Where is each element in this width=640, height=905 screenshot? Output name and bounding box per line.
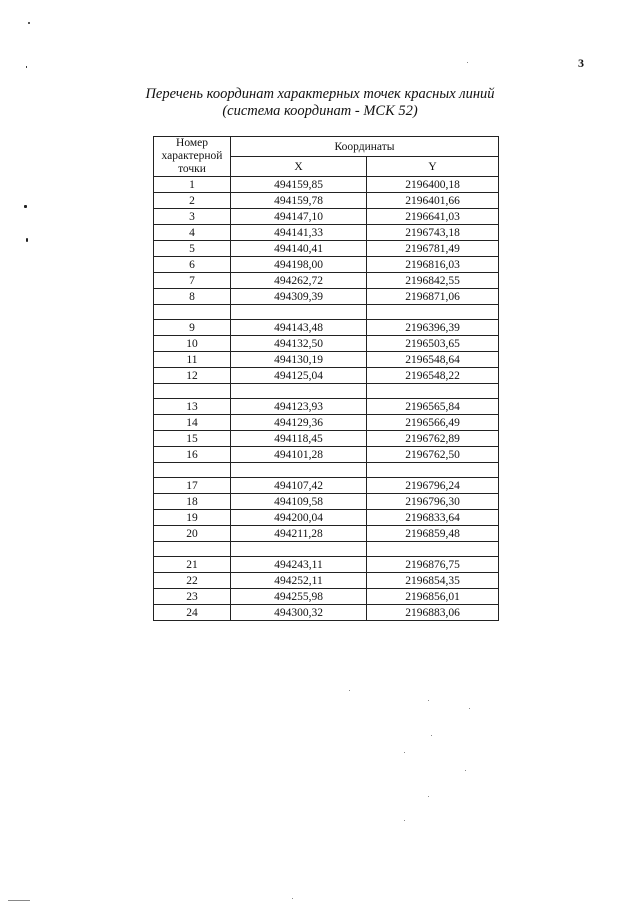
cell-point-number: 22 (154, 573, 231, 589)
table-spacer-row (154, 542, 499, 557)
table-row (154, 289, 499, 305)
scan-dot (404, 752, 405, 753)
cell-point-number: 5 (154, 241, 231, 257)
cell-y: 2196876,75 (367, 557, 499, 573)
title-line-1: Перечень координат характерных точек красных линий (145, 86, 495, 102)
table-row (154, 320, 499, 336)
table-row (154, 415, 499, 431)
scan-speck (26, 238, 28, 242)
cell-point-number: 10 (154, 336, 231, 352)
header-x: X (231, 157, 367, 177)
empty-cell (367, 384, 499, 399)
empty-cell (154, 305, 231, 320)
table-row (154, 177, 499, 193)
cell-y: 2196503,65 (367, 336, 499, 352)
cell-point-number: 7 (154, 273, 231, 289)
cell-x: 494147,10 (231, 209, 367, 225)
table-row (154, 241, 499, 257)
cell-y: 2196796,24 (367, 478, 499, 494)
scan-speck (26, 66, 27, 68)
cell-x: 494107,42 (231, 478, 367, 494)
cell-y: 2196781,49 (367, 241, 499, 257)
table-row (154, 336, 499, 352)
cell-point-number: 15 (154, 431, 231, 447)
title-line-2: (система координат - МСК 52) (222, 103, 418, 119)
page-number: 3 (578, 56, 584, 70)
table-row (154, 352, 499, 368)
scan-dot (465, 770, 466, 771)
cell-x: 494143,48 (231, 320, 367, 336)
cell-x: 494262,72 (231, 273, 367, 289)
table-row (154, 225, 499, 241)
cell-point-number: 3 (154, 209, 231, 225)
cell-y: 2196565,84 (367, 399, 499, 415)
cell-point-number: 12 (154, 368, 231, 384)
cell-x: 494109,58 (231, 494, 367, 510)
cell-point-number: 21 (154, 557, 231, 573)
header-y: Y (367, 157, 499, 177)
cell-x: 494129,36 (231, 415, 367, 431)
cell-x: 494252,11 (231, 573, 367, 589)
cell-point-number: 24 (154, 605, 231, 621)
cell-y: 2196871,06 (367, 289, 499, 305)
cell-point-number: 20 (154, 526, 231, 542)
cell-x: 494123,93 (231, 399, 367, 415)
table-row (154, 526, 499, 542)
cell-x: 494255,98 (231, 589, 367, 605)
scan-dot (467, 62, 468, 63)
table-row (154, 589, 499, 605)
table-row (154, 510, 499, 526)
cell-point-number: 2 (154, 193, 231, 209)
cell-point-number: 6 (154, 257, 231, 273)
cell-point-number: 1 (154, 177, 231, 193)
cell-point-number: 16 (154, 447, 231, 463)
cell-x: 494141,33 (231, 225, 367, 241)
cell-y: 2196796,30 (367, 494, 499, 510)
cell-y: 2196854,35 (367, 573, 499, 589)
table-row (154, 478, 499, 494)
empty-cell (367, 463, 499, 478)
scan-dot (404, 820, 405, 821)
cell-y: 2196816,03 (367, 257, 499, 273)
cell-x: 494140,41 (231, 241, 367, 257)
cell-point-number: 19 (154, 510, 231, 526)
cell-x: 494132,50 (231, 336, 367, 352)
empty-cell (154, 384, 231, 399)
cell-point-number: 17 (154, 478, 231, 494)
cell-y: 2196743,18 (367, 225, 499, 241)
table-row (154, 257, 499, 273)
cell-x: 494198,00 (231, 257, 367, 273)
cell-y: 2196396,39 (367, 320, 499, 336)
table-row (154, 368, 499, 384)
coordinates-table (153, 136, 499, 621)
cell-y: 2196641,03 (367, 209, 499, 225)
cell-y: 2196842,55 (367, 273, 499, 289)
table-row (154, 605, 499, 621)
table-body (154, 177, 499, 621)
cell-y: 2196856,01 (367, 589, 499, 605)
table-row (154, 557, 499, 573)
scan-dot (469, 708, 470, 709)
table-spacer-row (154, 463, 499, 478)
cell-x: 494243,11 (231, 557, 367, 573)
cell-point-number: 18 (154, 494, 231, 510)
cell-y: 2196548,64 (367, 352, 499, 368)
scan-dot (349, 690, 350, 691)
cell-y: 2196833,64 (367, 510, 499, 526)
cell-y: 2196883,06 (367, 605, 499, 621)
table-row (154, 447, 499, 463)
cell-x: 494309,39 (231, 289, 367, 305)
empty-cell (231, 384, 367, 399)
scan-speck (28, 22, 30, 24)
cell-y: 2196762,50 (367, 447, 499, 463)
header-coordinates: Координаты (231, 137, 499, 157)
table-row (154, 193, 499, 209)
scan-dot (428, 796, 429, 797)
cell-y: 2196762,89 (367, 431, 499, 447)
empty-cell (154, 463, 231, 478)
table-spacer-row (154, 305, 499, 320)
cell-x: 494200,04 (231, 510, 367, 526)
cell-y: 2196400,18 (367, 177, 499, 193)
cell-x: 494159,78 (231, 193, 367, 209)
table-row (154, 399, 499, 415)
cell-y: 2196548,22 (367, 368, 499, 384)
table-row (154, 573, 499, 589)
table-spacer-row (154, 384, 499, 399)
cell-point-number: 14 (154, 415, 231, 431)
cell-x: 494300,32 (231, 605, 367, 621)
cell-point-number: 4 (154, 225, 231, 241)
table-row (154, 494, 499, 510)
page-title (0, 86, 640, 120)
cell-point-number: 13 (154, 399, 231, 415)
scan-speck (24, 205, 27, 208)
cell-x: 494118,45 (231, 431, 367, 447)
cell-point-number: 9 (154, 320, 231, 336)
cell-point-number: 11 (154, 352, 231, 368)
cell-point-number: 23 (154, 589, 231, 605)
cell-y: 2196859,48 (367, 526, 499, 542)
table-row (154, 209, 499, 225)
empty-cell (231, 542, 367, 557)
scan-dot (292, 898, 293, 899)
scan-dot (428, 700, 429, 701)
empty-cell (367, 542, 499, 557)
scan-dot (8, 900, 30, 901)
empty-cell (154, 542, 231, 557)
cell-point-number: 8 (154, 289, 231, 305)
cell-x: 494130,19 (231, 352, 367, 368)
cell-x: 494125,04 (231, 368, 367, 384)
cell-x: 494101,28 (231, 447, 367, 463)
scan-dot (431, 735, 432, 736)
cell-x: 494211,28 (231, 526, 367, 542)
empty-cell (367, 305, 499, 320)
table-row (154, 431, 499, 447)
empty-cell (231, 463, 367, 478)
header-point-number: Номер характерной точки (154, 137, 231, 177)
cell-y: 2196401,66 (367, 193, 499, 209)
table-row (154, 273, 499, 289)
cell-y: 2196566,49 (367, 415, 499, 431)
cell-x: 494159,85 (231, 177, 367, 193)
empty-cell (231, 305, 367, 320)
